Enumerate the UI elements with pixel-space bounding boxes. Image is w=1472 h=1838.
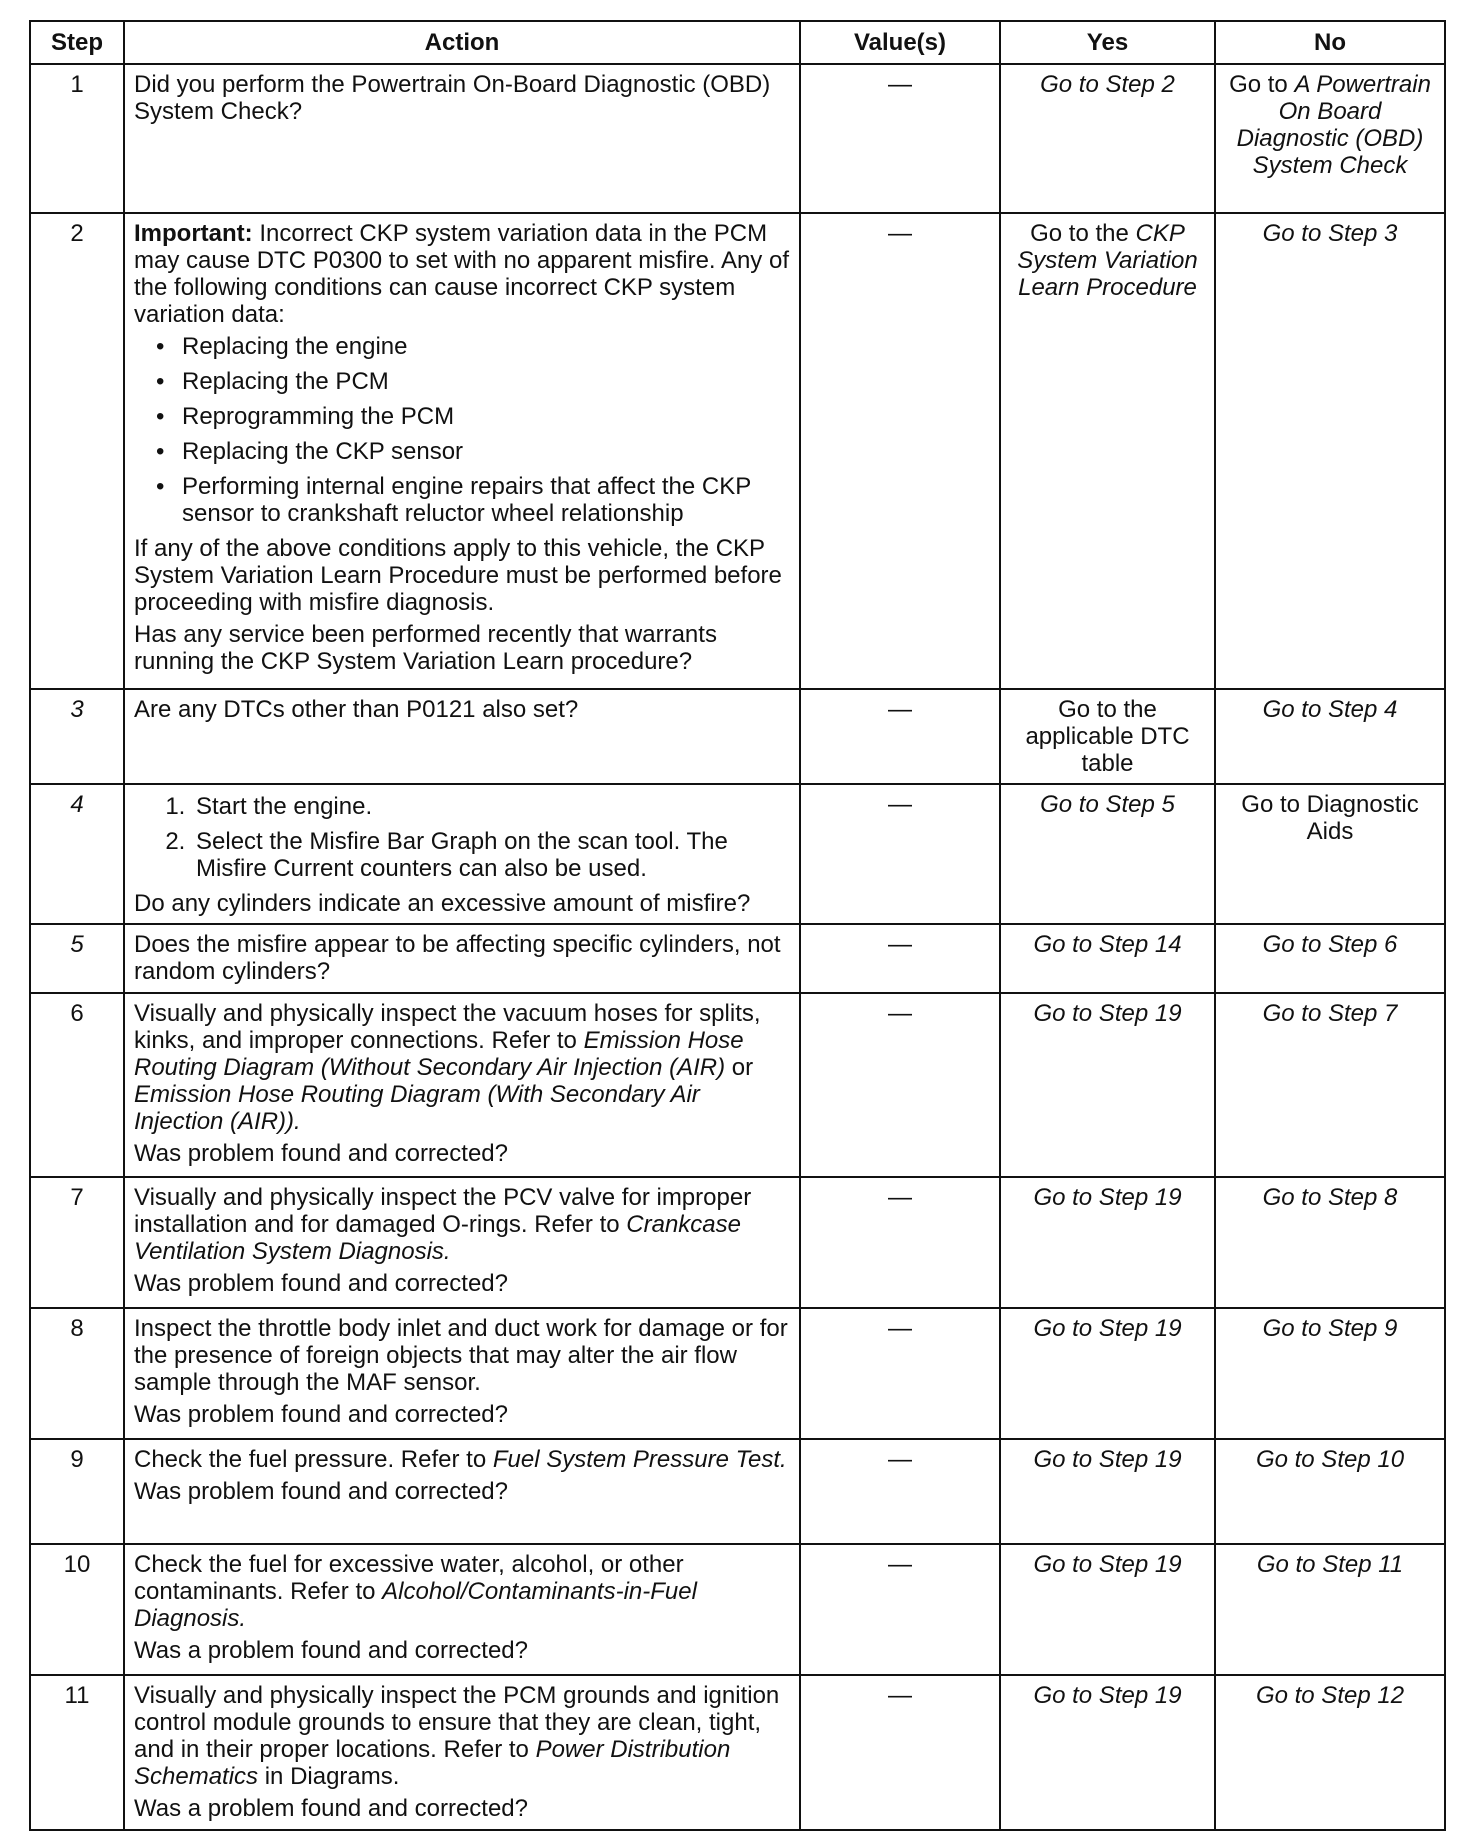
instruction-text: or <box>725 1054 754 1081</box>
action-question: Does the misfire appear to be affecting specific cylinders, not random cylinders? <box>134 931 781 985</box>
table-row <box>30 1439 1445 1544</box>
step-number: 6 <box>30 993 124 1177</box>
step-number: 10 <box>30 1544 124 1675</box>
step-number: 1 <box>30 64 124 213</box>
step-number: 9 <box>30 1439 124 1544</box>
table-row <box>30 64 1445 213</box>
list-item: 1. Start the engine. <box>192 793 790 820</box>
value-cell: — <box>800 924 1000 993</box>
instruction-text: Check the fuel for excessive water, alcohol, or other contaminants. Refer to <box>134 1551 684 1605</box>
instruction-text: Visually and physically inspect the PCM grounds and ignition control module grounds to ensure that they are clean, tight, and in their proper locations. Refer to <box>134 1682 780 1763</box>
instruction-reference: Fuel System Pressure Test. <box>492 1446 787 1473</box>
table-row <box>30 1675 1445 1830</box>
no-cell: Go to Step 7 <box>1215 993 1445 1177</box>
value-cell: — <box>800 213 1000 689</box>
instruction-reference: Emission Hose Routing Diagram (Without Secondary Air Injection (AIR) <box>134 1027 744 1081</box>
no-cell: Go to Step 10 <box>1215 1439 1445 1544</box>
table-row <box>30 1177 1445 1308</box>
yes-cell: Go to Step 19 <box>1000 1675 1215 1830</box>
no-cell: Go to Step 9 <box>1215 1308 1445 1439</box>
action-cell <box>124 689 800 784</box>
no-prefix: Go to <box>1229 71 1288 98</box>
action-question: Was problem found and corrected? <box>134 1478 508 1505</box>
important-note <box>134 220 790 328</box>
no-cell: Go to Step 12 <box>1215 1675 1445 1830</box>
yes-cell: Go to Step 19 <box>1000 1177 1215 1308</box>
table-row <box>30 689 1445 784</box>
action-instruction <box>134 1446 790 1473</box>
no-cell: Go to Diagnostic Aids <box>1215 784 1445 924</box>
yes-cell: Go to Step 19 <box>1000 1544 1215 1675</box>
value-cell: — <box>800 993 1000 1177</box>
value-cell: — <box>800 1308 1000 1439</box>
no-cell: Go to Step 8 <box>1215 1177 1445 1308</box>
action-cell <box>124 1308 800 1439</box>
header-step: Step <box>30 21 124 64</box>
instruction-text: Visually and physically inspect the vacuum hoses for splits, kinks, and improper connections. Refer to <box>134 1000 761 1054</box>
action-note: If any of the above conditions apply to this vehicle, the CKP System Variation Learn Procedure must be performed before proceeding with misfire diagnosis. <box>134 535 782 616</box>
value-cell: — <box>800 64 1000 213</box>
list-item: • Reprogramming the PCM <box>156 403 790 430</box>
action-cell <box>124 1177 800 1308</box>
substep-list <box>134 793 790 882</box>
step-number: 7 <box>30 1177 124 1308</box>
action-question: Was a problem found and corrected? <box>134 1795 528 1822</box>
list-item: • Replacing the CKP sensor <box>156 438 790 465</box>
table-row <box>30 1544 1445 1675</box>
condition-list <box>134 333 790 527</box>
header-no: No <box>1215 21 1445 64</box>
no-cell: Go to Step 11 <box>1215 1544 1445 1675</box>
list-item: • Replacing the PCM <box>156 368 790 395</box>
table-row <box>30 1308 1445 1439</box>
instruction-text: Visually and physically inspect the PCV valve for improper installation and for damaged O-rings. Refer to <box>134 1184 752 1238</box>
step-number: 2 <box>30 213 124 689</box>
yes-reference: CKP System Variation Learn Procedure <box>1017 220 1198 301</box>
list-item: 2. Select the Misfire Bar Graph on the scan tool. The Misfire Current counters can also be used. <box>192 828 790 882</box>
instruction-text: in Diagrams. <box>258 1763 400 1790</box>
step-number: 5 <box>30 924 124 993</box>
step-number: 4 <box>30 784 124 924</box>
header-values: Value(s) <box>800 21 1000 64</box>
instruction-reference: Power Distribution Schematics <box>134 1736 731 1790</box>
table-row <box>30 784 1445 924</box>
list-item: • Replacing the engine <box>156 333 790 360</box>
action-question: Was a problem found and corrected? <box>134 1637 528 1664</box>
action-instruction <box>134 1682 790 1790</box>
list-item: • Performing internal engine repairs that affect the CKP sensor to crankshaft reluctor wheel relationship <box>156 473 790 527</box>
value-cell: — <box>800 784 1000 924</box>
action-cell <box>124 924 800 993</box>
diagnostic-table <box>29 20 1446 1831</box>
yes-cell: Go to Step 5 <box>1000 784 1215 924</box>
action-question: Do any cylinders indicate an excessive amount of misfire? <box>134 890 751 917</box>
value-cell: — <box>800 689 1000 784</box>
no-cell: Go to Step 6 <box>1215 924 1445 993</box>
value-cell: — <box>800 1177 1000 1308</box>
action-cell <box>124 64 800 213</box>
action-question: Has any service been performed recently that warrants running the CKP System Variation Learn procedure? <box>134 621 717 675</box>
yes-cell: Go to Step 19 <box>1000 1308 1215 1439</box>
value-cell: — <box>800 1439 1000 1544</box>
step-number: 8 <box>30 1308 124 1439</box>
important-label: Important: <box>134 220 253 247</box>
yes-cell: Go to Step 19 <box>1000 1439 1215 1544</box>
instruction-reference: Alcohol/Contaminants-in-Fuel Diagnosis. <box>134 1578 697 1632</box>
yes-cell: Go to the applicable DTC table <box>1000 689 1215 784</box>
action-instruction <box>134 1551 790 1632</box>
yes-cell <box>1000 213 1215 689</box>
action-question: Are any DTCs other than P0121 also set? <box>134 696 579 723</box>
action-instruction <box>134 1184 790 1265</box>
value-cell: — <box>800 1544 1000 1675</box>
action-cell <box>124 784 800 924</box>
no-reference: A Powertrain On Board Diagnostic (OBD) System Check <box>1236 71 1431 179</box>
yes-prefix: Go to the <box>1030 220 1129 247</box>
no-cell: Go to Step 3 <box>1215 213 1445 689</box>
table-row <box>30 213 1445 689</box>
step-number: 11 <box>30 1675 124 1830</box>
yes-cell: Go to Step 19 <box>1000 993 1215 1177</box>
action-cell <box>124 213 800 689</box>
action-question: Was problem found and corrected? <box>134 1270 508 1297</box>
important-text: Incorrect CKP system variation data in the PCM may cause DTC P0300 to set with no apparent misfire. Any of the following conditions can cause incorrect CKP system variation data: <box>134 220 789 328</box>
header-yes: Yes <box>1000 21 1215 64</box>
header-action: Action <box>124 21 800 64</box>
action-question: Did you perform the Powertrain On-Board Diagnostic (OBD) System Check? <box>134 71 771 125</box>
yes-cell: Go to Step 14 <box>1000 924 1215 993</box>
no-cell: Go to Step 4 <box>1215 689 1445 784</box>
table-row <box>30 924 1445 993</box>
step-number: 3 <box>30 689 124 784</box>
no-cell <box>1215 64 1445 213</box>
action-cell <box>124 993 800 1177</box>
action-cell <box>124 1544 800 1675</box>
yes-cell: Go to Step 2 <box>1000 64 1215 213</box>
action-question: Was problem found and corrected? <box>134 1140 508 1167</box>
instruction-reference: Emission Hose Routing Diagram (With Secondary Air Injection (AIR)). <box>134 1081 700 1135</box>
action-cell <box>124 1439 800 1544</box>
header-row <box>30 21 1445 64</box>
action-question: Was problem found and corrected? <box>134 1401 508 1428</box>
instruction-text: Check the fuel pressure. Refer to <box>134 1446 493 1473</box>
action-instruction <box>134 1000 790 1135</box>
table-row <box>30 993 1445 1177</box>
value-cell: — <box>800 1675 1000 1830</box>
action-instruction: Inspect the throttle body inlet and duct work for damage or for the presence of foreign objects that may alter the air flow sample through the MAF sensor. <box>134 1315 788 1396</box>
instruction-reference: Crankcase Ventilation System Diagnosis. <box>134 1211 741 1265</box>
action-cell <box>124 1675 800 1830</box>
